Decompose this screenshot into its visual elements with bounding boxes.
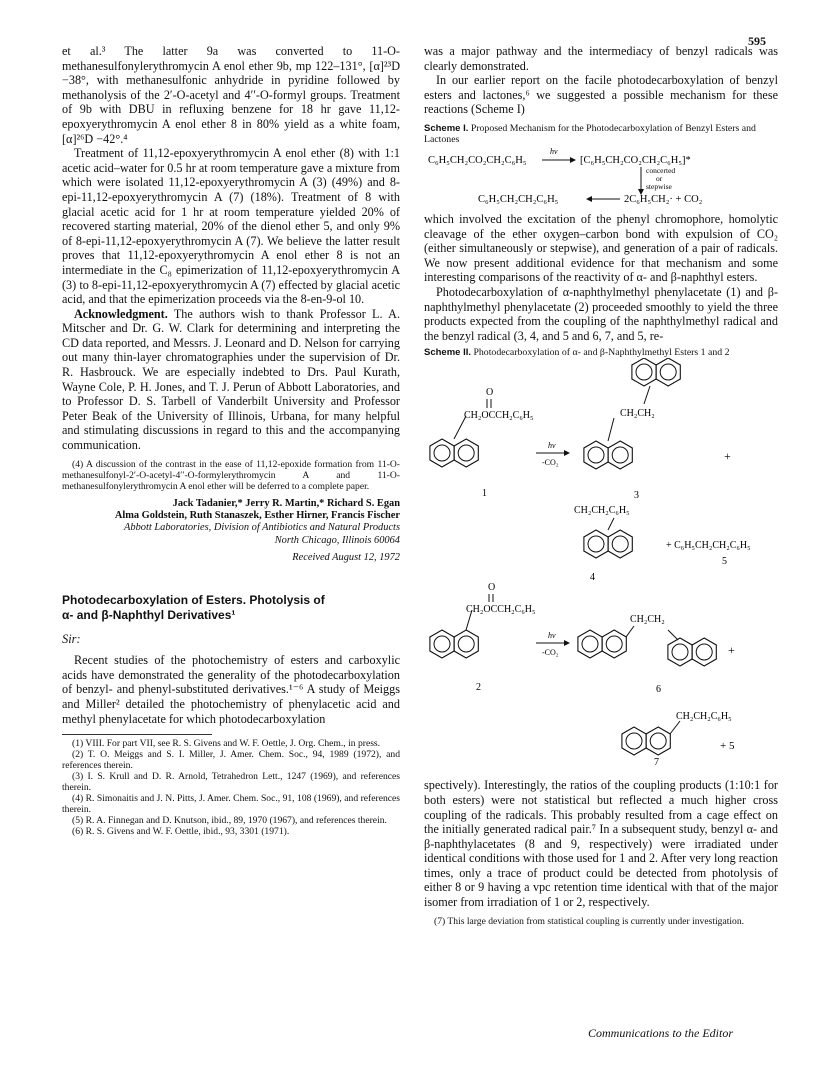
- s2-hv-1: hν: [548, 441, 556, 451]
- label-3: 3: [634, 490, 639, 502]
- s1-radicals: 2C₆H₅CH₂· + CO₂: [624, 193, 703, 205]
- s2-o2: O: [488, 582, 496, 594]
- compound-4-structure: [584, 518, 632, 558]
- s2-hv-2: hν: [548, 631, 556, 641]
- scheme-2-caption: Scheme II. Photodecarboxylation of α- and β-Naphthylmethyl Esters 1 and 2: [424, 347, 730, 359]
- page-footer: Communications to the Editor: [588, 1026, 733, 1040]
- reference-6: (6) R. S. Givens and W. F. Oettle, ibid., 93, 3301 (1971).: [72, 826, 290, 838]
- label-5: 5: [722, 556, 727, 568]
- right-paragraph-4: Photodecarboxylation of α-naphthylmethyl phenylacetate (1) and β-naphthylmethyl phenylacetate (2) proceeded smoothly to yield the three products expected from the coupling of the naphthylmethyl radical and the benzyl radical (3, 4, and 5 and 6, 7, and 5, re-: [424, 284, 778, 343]
- scheme-1-label: Scheme I.: [424, 122, 469, 134]
- received-date: Received August 12, 1972: [292, 552, 400, 564]
- compound-2-structure: [430, 610, 478, 658]
- s2-ester1: CH₂OCCH₂C₆H₅: [464, 410, 534, 422]
- right-column: [424, 44, 778, 927]
- ack-heading: Acknowledgment.: [74, 306, 168, 321]
- right-paragraph-1: was a major pathway and the intermediacy of benzyl radicals was clearly demonstrated.: [424, 44, 778, 73]
- reference-4: (4) R. Simonaitis and J. N. Pitts, J. Amer. Chem. Soc., 91, 108 (1969), and references therein.: [62, 793, 400, 816]
- left-paragraph-3: Recent studies of the photochemistry of esters and carboxylic acids have demonstrated the generality of the photodecarboxylation of benzyl- and phenyl-substituted derivatives.¹⁻⁶ A study of Meiggs and Miller² detailed the photochemistry of phenylacetic acid and methyl phenylacetate for which photodecarboxylation: [62, 653, 400, 726]
- authors-line-2: Alma Goldstein, Ruth Stanaszek, Esther Hirner, Francis Fischer: [114, 510, 400, 522]
- article-title-line-2: α- and β-Naphthyl Derivatives¹: [62, 607, 236, 622]
- compound-1-structure: [430, 416, 478, 467]
- s2-plus5: + 5: [720, 740, 735, 753]
- s2-plus2: +: [728, 643, 735, 658]
- label-1: 1: [482, 488, 487, 500]
- reference-3: (3) I. S. Krull and D. R. Arnold, Tetrahedron Lett., 1247 (1969), and references therein.: [62, 771, 400, 794]
- s2-co2-1: -CO₂: [542, 458, 559, 468]
- left-paragraph-2: Treatment of 11,12-epoxyerythromycin A enol ether (8) with 1:1 acetic acid–water for 0.5 hr at room temperature gave a mixture from which were isolated 11,12-epoxyerythromycin A (3) (49%) and 8-epi-11,12-epoxyerythromycin A (7) (18%). Treatment of 8 with glacial acetic acid for 1 hr at room temperature yielded 20% of recovered starting material, 20% of the dienol ether 5, and only 9% of 8-epi-11,12-epoxyerythromycin A (7). We believe the latter result proves that 11,12-epoxyerythromycin A enol ether 8 is not an intermediate in the C₈ epimerization of 11,12-epoxyerythromycin A (3) to 8-epi-11,12-epoxyerythromycin A (7) effected by glacial acetic acid, and that the epimerization proceeds via the 8-en-9-ol 10.: [62, 146, 400, 307]
- reference-5: (5) R. A. Finnegan and D. Knutson, ibid., 89, 1970 (1967), and references therein.: [72, 815, 387, 827]
- reference-2: (2) T. O. Meiggs and S. I. Miller, J. Amer. Chem. Soc., 94, 1989 (1972), and references therein.: [62, 749, 400, 772]
- label-2: 2: [476, 682, 481, 694]
- s2-co2-2: -CO₂: [542, 648, 559, 658]
- s1-product: C₆H₅CH₂CH₂C₆H₅: [478, 193, 559, 205]
- s1-stepwise: stepwise: [646, 181, 672, 191]
- left-column: [62, 44, 400, 837]
- compound-7-structure: [622, 721, 680, 755]
- acknowledgment: [62, 307, 400, 453]
- s1-excited: [C₆H₅CH₂CO₂CH₂C₆H₅]*: [580, 154, 691, 166]
- left-paragraph-1: et al.³ The latter 9a was converted to 11-O-methanesulfonylerythromycin A enol ether 9b, mp 122–131°, [α]²³D −38°, with methanesulfonic anhydride in pyridine followed by methanolysis of the 2′-O-acetyl and 4′′-O-formyl groups. Treatment of 9b with DBU in refluxing benzene for 18 hr gave 11,12-epoxyerythromycin A enol ether 8 in 80% yield as a white foam, [α]²⁶D −42°.⁴: [62, 44, 400, 146]
- s2-plus: +: [724, 449, 731, 464]
- s2-chain7: CH₂CH₂C₆H₅: [676, 711, 732, 723]
- salutation: Sir:: [62, 632, 81, 647]
- s1-or: or: [656, 173, 663, 183]
- s1-arrowhead-1: [570, 157, 576, 163]
- reference-1: (1) VIII. For part VII, see R. S. Givens and W. F. Oettle, J. Org. Chem., in press.: [72, 738, 381, 750]
- footnote-4: (4) A discussion of the contrast in the ease of 11,12-epoxide formation from 11-O-methanesulfonyl-2′-O-acetyl-4′′-O-formylerythromycin A and 11-O-methanesulfonylerythromycin A enol ether will be deferred to a complete paper.: [62, 458, 400, 492]
- s1-arrowhead-2: [586, 196, 592, 202]
- s1-hv: hν: [550, 146, 558, 156]
- label-6: 6: [656, 684, 661, 696]
- footnote-7: (7) This large deviation from statistical coupling is currently under investigation.: [434, 915, 745, 927]
- s2-ch2ch2b: CH₂CH₂: [630, 614, 665, 626]
- ack-text: The authors wish to thank Professor L. A. Mitscher and Dr. G. W. Clark for determining and interpreting the CD data reported, and Messrs. J. Leonard and D. Nelson for carrying out many thin-layer chromatographies under the supervision of Dr. R. Hasbrouck. We are especially indebted to Drs. Paul Kurath, Wayne Cole, P. H. Jones, and T. J. Perun of Abbott Laboratories, and to Professor D. S. Tarbell of Vanderbilt University and Professor Peter Beak of the University of Illinois, Urbana, for many helpful and stimulating discussions in regard to this and the accompanying communication.: [62, 306, 400, 453]
- s2-ester2: CH₂OCCH₂C₆H₅: [466, 604, 536, 616]
- right-paragraph-3: which involved the excitation of the phenyl chromophore, homolytic cleavage of the ether oxygen–carbon bond with expulsion of CO₂ (either simultaneously or stepwise), and generation of a pair of radicals. We now present additional evidence for that mechanism and some interesting comparisons of the reactivity of α- and β-naphthyl esters.: [424, 211, 778, 285]
- right-paragraph-5: spectively). Interestingly, the ratios of the coupling products (1:10:1 for both esters) were not statistical but reflected a much higher cross coupling of the radicals. This probably resulted from a cage effect on the initially generated radical pair.⁷ In a subsequent study, benzyl α- and β-naphthylacetates (8 and 9, respectively) were irradiated under identical conditions with those used for 1 and 2. After very long reaction times, only a trace of product could be detected from photolysis of either 8 or 9 having a vpc retention time identical with that of the major isomer from irradiation of 1 or 2, respectively.: [424, 778, 778, 910]
- compound-6-structure: [578, 626, 716, 666]
- authors-line-1: Jack Tadanier,* Jerry R. Martin,* Richard S. Egan: [172, 497, 400, 509]
- s2-chain4: CH₂CH₂C₆H₅: [574, 505, 630, 517]
- affiliation-line-1: Abbott Laboratories, Division of Antibiotics and Natural Products: [124, 522, 400, 534]
- article-title-line-1: Photodecarboxylation of Esters. Photolysis of: [62, 593, 325, 608]
- scheme-1-caption: Scheme I. Proposed Mechanism for the Photodecarboxylation of Benzyl Esters and Lactones: [424, 122, 756, 145]
- affiliation-line-2: North Chicago, Illinois 60064: [274, 534, 400, 546]
- s2-ch2ch2: CH₂CH₂: [620, 408, 655, 420]
- label-4: 4: [590, 572, 595, 584]
- s2-dibenzyl: + C₆H₅CH₂CH₂C₆H₅: [666, 540, 751, 552]
- s1-reactant: C₆H₅CH₂CO₂CH₂C₆H₅: [428, 154, 527, 166]
- s2-o1: O: [486, 387, 494, 399]
- scheme-1-diagram: [424, 145, 778, 207]
- right-paragraph-2: In our earlier report on the facile photodecarboxylation of benzyl esters and lactones,⁶ we suggested a possible mechanism for these reactions (Scheme I): [424, 73, 778, 117]
- s1-concerted: concerted: [646, 165, 676, 175]
- scheme-2-diagram: [424, 358, 778, 710]
- scheme-2-compound-7: [424, 707, 778, 769]
- scheme-2-label: Scheme II.: [424, 347, 471, 359]
- page-number: 595: [748, 34, 766, 48]
- label-7: 7: [654, 757, 659, 769]
